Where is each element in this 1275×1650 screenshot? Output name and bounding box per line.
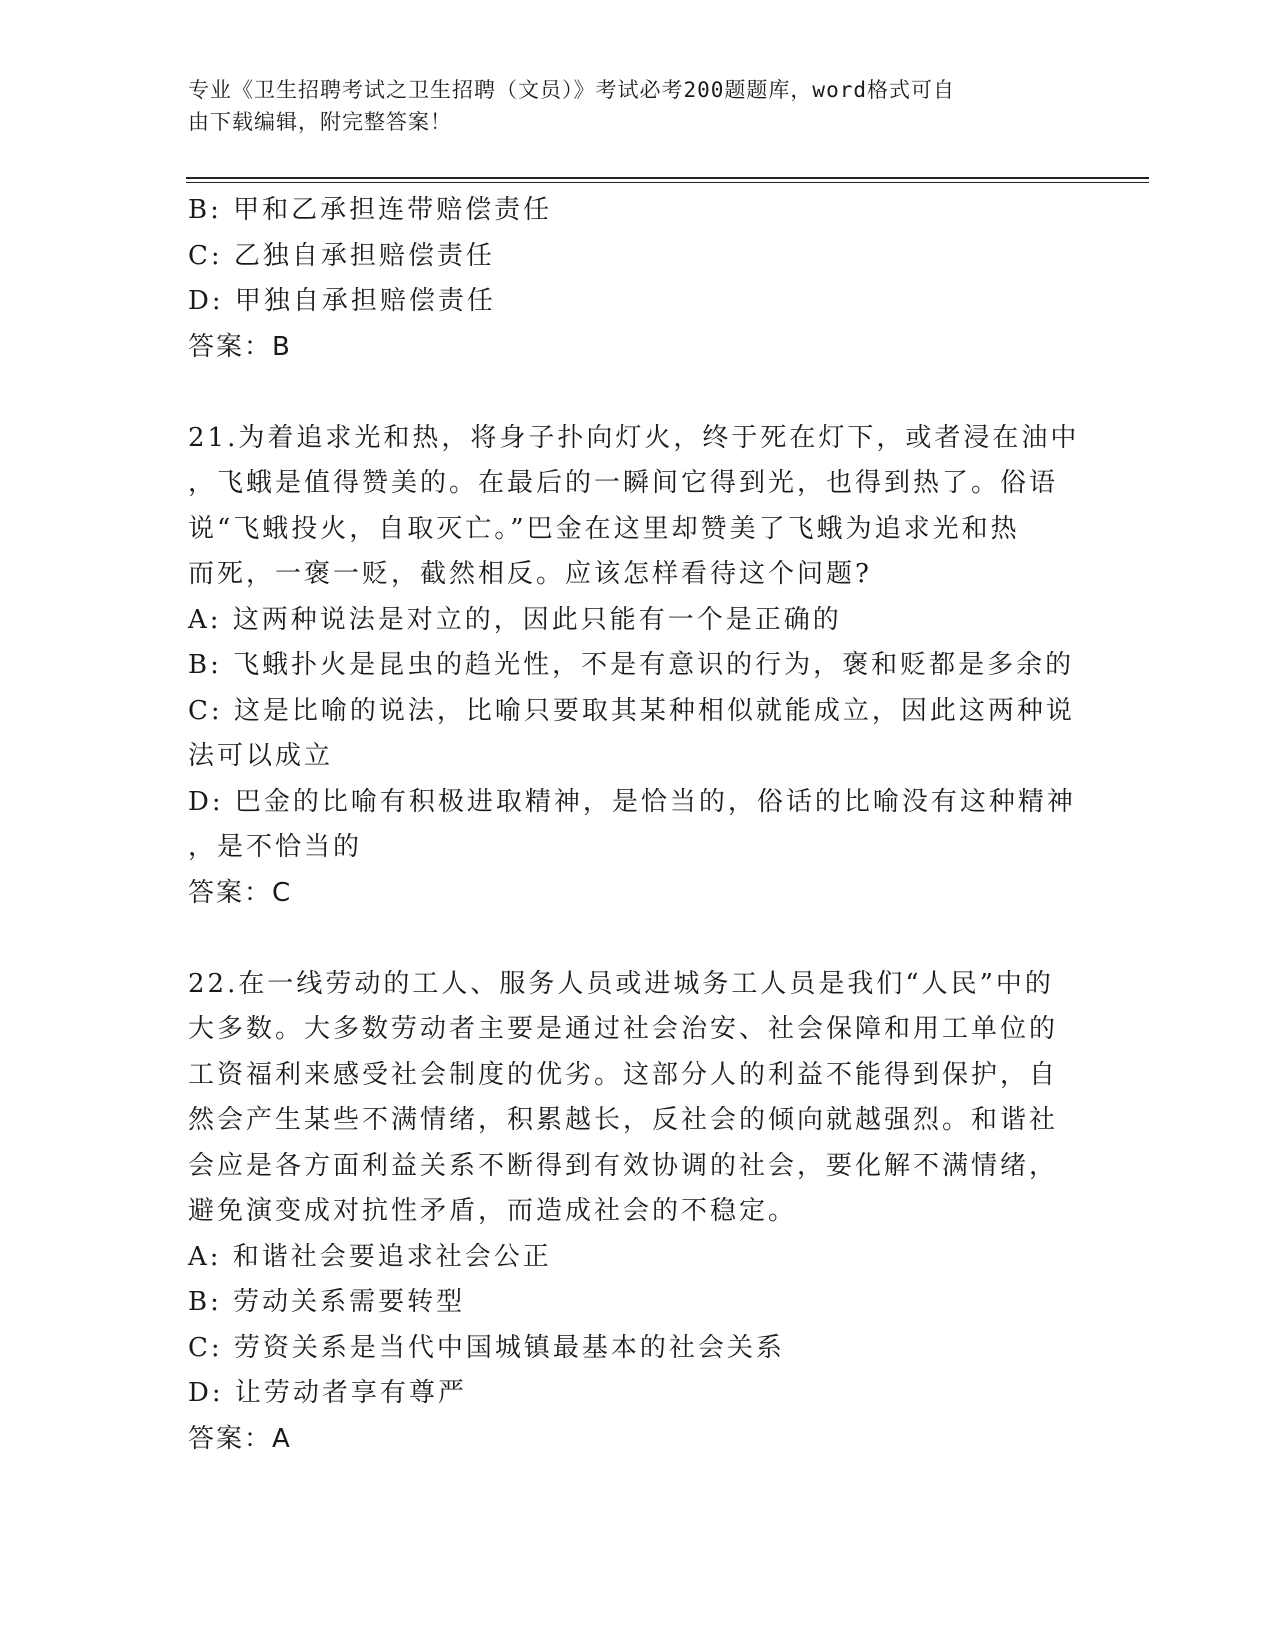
q22-stem-line: 然会产生某些不满情绪，积累越长，反社会的倾向就越强烈。和谐社 [188, 1105, 1059, 1135]
header-line-2: 由下载编辑，附完整答案！ [188, 110, 452, 134]
question-22 [188, 962, 1078, 1463]
q22-option-a: A: 和谐社会要追求社会公正 [188, 1241, 552, 1272]
spacer [188, 370, 1078, 416]
q21-stem-line: 说“飞蛾投火，自取灭亡。”巴金在这里却赞美了飞蛾为追求光和热 [188, 513, 1020, 544]
q20-option-c: C: 乙独自承担赔偿责任 [188, 240, 495, 271]
question-21 [188, 416, 1078, 917]
q21-stem-line: 21.为着追求光和热，将身子扑向灯火，终于死在灯下，或者浸在油中 [188, 422, 1080, 453]
q21-option-d: D: 巴金的比喻有积极进取精神，是恰当的，俗话的比喻没有这种精神 [188, 786, 1076, 817]
q22-stem-line: 避免演变成对抗性矛盾，而造成社会的不稳定。 [188, 1196, 798, 1226]
q22-answer: 答案：A [188, 1423, 292, 1454]
q22-option-c: C: 劳资关系是当代中国城镇最基本的社会关系 [188, 1332, 785, 1363]
header-line-1: 专业《卫生招聘考试之卫生招聘（文员）》考试必考200题题库，word格式可自 [188, 78, 955, 102]
q21-option-a: A: 这两种说法是对立的，因此只能有一个是正确的 [188, 604, 842, 635]
question-20 [188, 188, 1078, 370]
q20-answer: 答案：B [188, 331, 292, 362]
q21-stem-line: ，飞蛾是值得赞美的。在最后的一瞬间它得到光，也得到热了。俗语 [188, 468, 1059, 498]
spacer [188, 916, 1078, 962]
q21-option-c-cont: 法可以成立 [188, 741, 334, 771]
q22-stem-line: 会应是各方面利益关系不断得到有效协调的社会，要化解不满情绪， [188, 1150, 1059, 1181]
q22-option-d: D: 让劳动者享有尊严 [188, 1378, 467, 1408]
q21-stem-line: 而死，一褒一贬，截然相反。应该怎样看待这个问题? [188, 559, 872, 589]
q22-stem-line: 大多数。大多数劳动者主要是通过社会治安、社会保障和用工单位的 [188, 1014, 1059, 1044]
document-header [188, 74, 1068, 138]
document-body [188, 188, 1078, 1462]
q21-answer: 答案：C [188, 877, 293, 908]
q22-option-b: B: 劳动关系需要转型 [188, 1287, 466, 1317]
q21-option-c: C: 这是比喻的说法，比喻只要取其某种相似就能成立，因此这两种说 [188, 695, 1075, 726]
q20-option-b: B: 甲和乙承担连带赔偿责任 [188, 195, 553, 225]
header-divider-thick [186, 177, 1149, 179]
q21-option-d-cont: ，是不恰当的 [188, 832, 363, 862]
q22-stem-line: 22.在一线劳动的工人、服务人员或进城务工人员是我们“人民”中的 [188, 968, 1054, 999]
header-divider-thin [186, 182, 1149, 183]
q21-option-b: B: 飞蛾扑火是昆虫的趋光性，不是有意识的行为，褒和贬都是多余的 [188, 650, 1075, 680]
q22-stem-line: 工资福利来感受社会制度的优劣。这部分人的利益不能得到保护，自 [188, 1059, 1059, 1090]
q20-option-d: D: 甲独自承担赔偿责任 [188, 286, 496, 316]
